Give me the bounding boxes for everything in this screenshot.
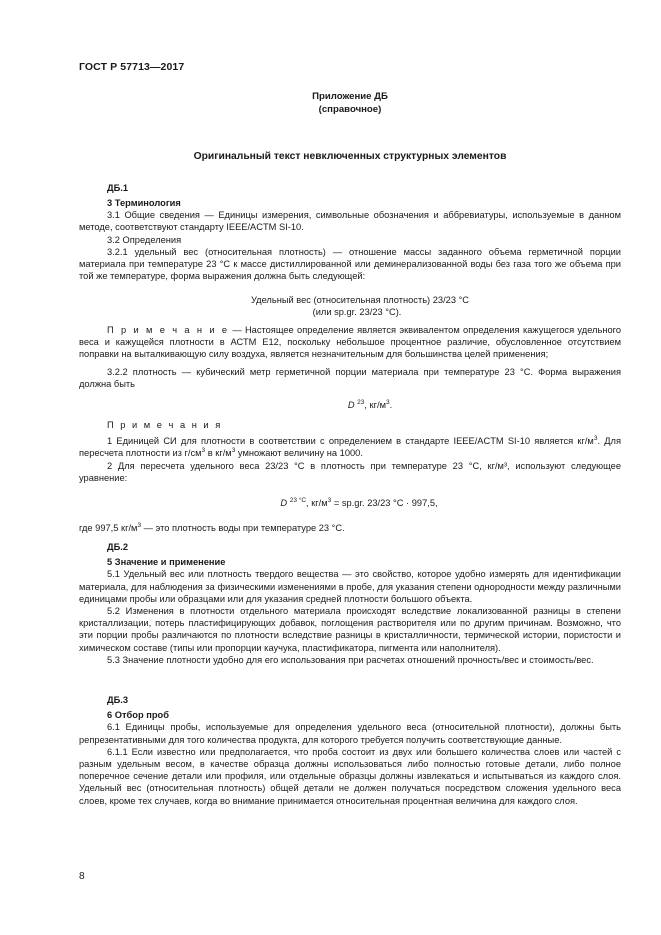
paragraph-6-1: 6.1 Единицы пробы, используемые для определения удельного веса (относительной плотности), должны быть репрезентативными для того количества продукта, для которого требуется получить соответствующие данные. <box>79 722 621 745</box>
formula-2-unit-sup: 3 <box>385 399 390 406</box>
section-db1-body <box>79 197 621 282</box>
paragraph-5-3: 5.3 Значение плотности удобно для его использования при расчетах отношений прочность/вес и стоимость/вес. <box>107 654 594 665</box>
paragraph-3-2: 3.2 Определения <box>107 234 182 245</box>
formula-1-line-1: Удельный вес (относительная плотность) 23/23 °С <box>250 295 470 305</box>
section-label-db3: ДБ.3 <box>107 695 129 705</box>
page-number: 8 <box>79 871 85 882</box>
paragraph-3-1: 3.1 Общие сведения — Единицы измерения, символьные обозначения и аббревиатуры, используемые в данном методе, соответствуют стандарту IEEE/ACTM SI-10. <box>79 210 621 233</box>
formula-3 <box>79 497 621 509</box>
note-block <box>79 324 621 361</box>
formula-2-end: . <box>389 400 393 410</box>
where-line <box>79 522 621 534</box>
notes-block <box>79 419 621 484</box>
note-text: — Настоящее определение является эквивалентом определения кажущегося удельного веса и кажущейся плотности в АСТМ Е12, поскольку небольшое процентное различие, обусловленное отсутствием поправки на выталкивающую силу воздуха, является незначительным для большинства целей применения; <box>79 325 621 360</box>
note-1-sup-2: 3 <box>201 447 206 455</box>
note-1-sup-3: 3 <box>231 447 236 455</box>
note-1-part-c: в кг/м <box>205 448 232 459</box>
formula-2-rest: , кг/м <box>364 400 386 410</box>
formula-3-sup: 23 °C <box>289 497 307 504</box>
formula-1-line-2: (или sp.gr. 23/23 °С). <box>312 307 402 318</box>
section-label-db2: ДБ.2 <box>107 542 129 552</box>
section-db2 <box>79 541 621 666</box>
annex-title: Приложение ДБ <box>312 91 388 102</box>
paragraph-5-2: 5.2 Изменения в плотности отдельного материала происходят вследствие локализованной разницы в степени кристаллизации, потерь пластифицирующих добавок, поглощения растворителя или по другим причинам. Возможно, что эти порции пробы различаются по плотности вследствие разницы в кристалличности, термической истории, пористости и химическом составе (типы или пропорции каучука, пластификатора, пигмента или наполнителя). <box>79 606 621 653</box>
paragraph-3-2-2: 3.2.2 плотность — кубический метр герметичной порции материала при температуре 23 °С. Форма выражения должна быть <box>79 367 621 390</box>
note-1-sup-1: 3 <box>593 435 598 443</box>
section-db1-head <box>79 182 621 194</box>
paragraph-5-1: 5.1 Удельный вес или плотность твердого вещества — это свойство, которое удобно измерять для идентификации материала, для наблюдения за физическими изменениями в пробе, для указания степени однородности между различными единицами пробы или образцами или для указания средней плотности большого объекта. <box>79 569 621 604</box>
note-1-part-d: умножают величину на 1000. <box>235 448 363 459</box>
where-part-a: где 997,5 кг/м <box>79 523 138 533</box>
document-title: Оригинальный текст невключенных структурных элементов <box>193 151 507 162</box>
section-heading-terminology: 3 Терминология <box>107 198 181 208</box>
formula-2-symbol: D <box>347 400 355 410</box>
section-db3 <box>79 694 621 807</box>
note-1-part-b: . Для пересчета плотности из г/см <box>79 436 621 459</box>
where-block <box>79 522 621 534</box>
note-1-part-a: 1 Единицей СИ для плотности в соответствии с определением в стандарте IEEE/ACTM SI-10 является кг/м <box>107 436 594 447</box>
formula-1 <box>79 294 621 318</box>
formula-3-mid: , кг/м <box>306 498 328 508</box>
formula-3-sup-2: 3 <box>327 497 332 504</box>
formula-2-line <box>79 399 621 411</box>
formula-3-rest: = sp.gr. 23/23 °С · 997,5, <box>331 498 438 508</box>
section-label-db1: ДБ.1 <box>107 183 129 193</box>
formula-3-symbol: D <box>280 498 288 508</box>
paragraph-3-2-1: 3.2.1 удельный вес (относительная плотность) — отношение массы заданного объема герметичной порции материала при температуре 23 °С к массе дистиллированной или деминерализованной воды без газа того же объема при той же температуре, форма выражения должна быть следующей: <box>79 246 621 282</box>
formula-2-sup: 23 <box>357 399 365 406</box>
formula-3-line <box>79 497 621 509</box>
paragraph-6-1-1: 6.1.1 Если известно или предполагается, что проба состоит из двух или большего количества слоев или частей с разным удельным весом, в качестве образца должны использоваться либо полностью готовые детали, либо полное поперечное сечение детали или профиля, или отдельные образцы должны извлекаться и испытываться из каждого слоя. Удельный вес (относительная плотность) общей детали не должен получаться посредством сложения удельного веса слоев, кроме тех случаев, когда во внимание принимается относительная процентная величина для каждого слоя. <box>79 746 621 806</box>
where-sup: 3 <box>137 522 142 529</box>
note-1 <box>79 435 621 459</box>
where-part-b: — это плотность воды при температуре 23 °С. <box>141 523 345 533</box>
section-heading-sampling: 6 Отбор проб <box>107 710 169 721</box>
section-heading-significance: 5 Значение и применение <box>107 557 226 568</box>
standard-header: ГОСТ Р 57713—2017 <box>79 61 185 73</box>
annex-subtitle: (справочное) <box>318 104 382 115</box>
notes-label: П р и м е ч а н и я <box>107 420 223 430</box>
note-2: 2 Для пересчета удельного веса 23/23 °С в плотность при температуре 23 °С, кг/м³, используют следующее уравнение: <box>79 460 621 483</box>
note-paragraph <box>79 324 621 361</box>
formula-2 <box>79 399 621 411</box>
note-label: П р и м е ч а н и е <box>107 325 230 335</box>
paragraph-3-2-2-block <box>79 366 621 390</box>
